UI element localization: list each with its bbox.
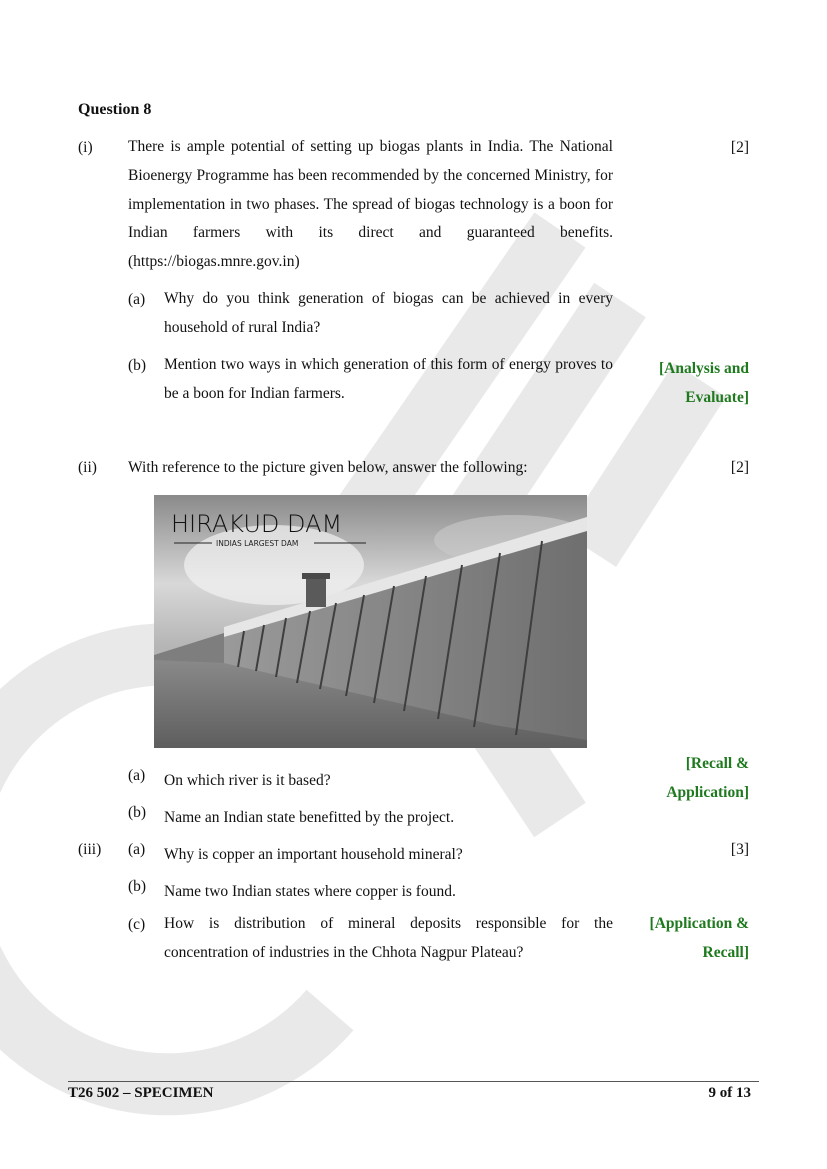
part-i-a-label: (a) [128, 291, 146, 308]
part-iii-b-label: (b) [128, 878, 147, 895]
part-i-b-text: Mention two ways in which generation of this form of energy proves to be a boon for Indian farmers. [164, 356, 613, 402]
part-i-marks: [2] [730, 139, 749, 156]
footer-page-number: 9 of 13 [708, 1085, 751, 1101]
part-ii-b-label: (b) [128, 804, 147, 821]
skill-line-1: [Analysis and [658, 360, 749, 377]
part-iii-marks: [3] [730, 841, 749, 858]
part-i-skill-tag [659, 355, 749, 413]
part-ii-b-text: Name an Indian state benefitted by the project. [164, 809, 455, 826]
dam-photo-icon [154, 495, 587, 748]
footer-divider [68, 1081, 759, 1082]
skill-line-2: Recall] [702, 943, 749, 961]
svg-text:INDIAS LARGEST DAM: INDIAS LARGEST DAM [216, 539, 299, 548]
part-iii-a-label: (a) [128, 841, 146, 858]
svg-text:HIRAKUD DAM: HIRAKUD DAM [171, 510, 343, 538]
part-ii-intro: With reference to the picture given below, answer the following: [128, 459, 528, 476]
part-i-a-text: Why do you think generation of biogas can be achieved in every household of rural India? [164, 290, 613, 336]
part-i-passage: There is ample potential of setting up biogas plants in India. The National Bioenergy Programme has been recommended by the concerned Ministry, for implementation in two phases. The spread of biogas technology is a boon for Indian farmers with its direct and guaranteed benefits. (https://biogas.mnre.gov.in) [128, 138, 613, 271]
skill-line-2: Evaluate] [685, 388, 749, 406]
part-iii-a-text: Why is copper an important household mineral? [164, 846, 463, 863]
part-i-number: (i) [78, 139, 93, 156]
part-ii-marks: [2] [730, 459, 749, 476]
part-iii-c-label: (c) [128, 916, 146, 933]
skill-line-1: [Recall & [685, 755, 749, 772]
part-ii-number: (ii) [78, 459, 97, 476]
part-i-b-label: (b) [128, 357, 147, 374]
skill-line-1: [Application & [649, 915, 749, 932]
footer-paper-code: T26 502 – SPECIMEN [68, 1085, 214, 1101]
hirakud-dam-image [154, 495, 587, 748]
question-title: Question 8 [78, 101, 152, 118]
part-iii-c-text: How is distribution of mineral deposits responsible for the concentration of industries in the Chhota Nagpur Plateau? [164, 915, 613, 961]
part-iii-skill-tag [650, 910, 749, 968]
part-ii-a-text: On which river is it based? [164, 772, 331, 789]
part-ii-skill-tag [666, 750, 749, 808]
part-iii-number: (iii) [78, 841, 102, 858]
part-iii-b-text: Name two Indian states where copper is found. [164, 883, 456, 900]
part-ii-a-label: (a) [128, 767, 146, 784]
skill-line-2: Application] [666, 783, 749, 801]
